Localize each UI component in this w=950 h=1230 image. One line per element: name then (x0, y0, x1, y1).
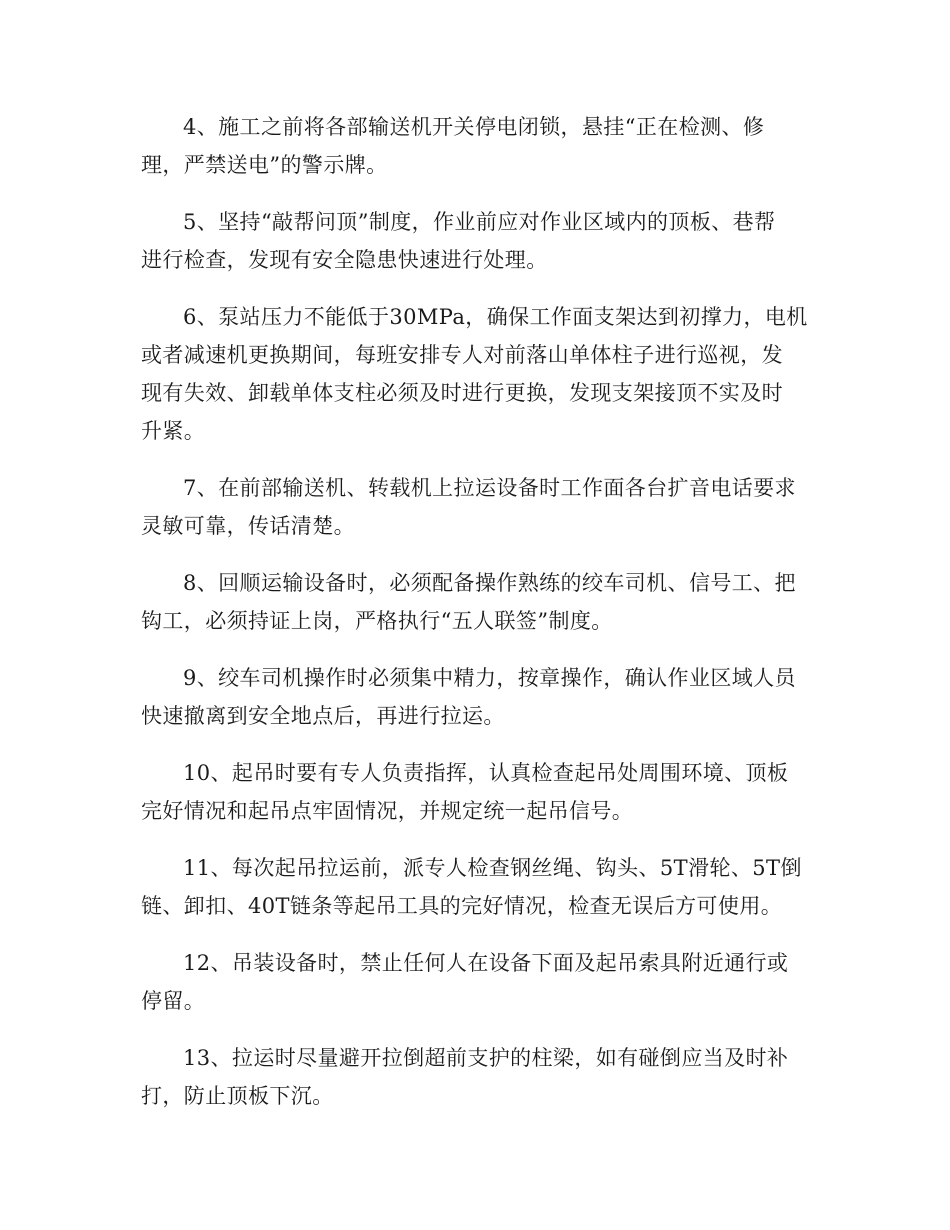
paragraph-item-4 (141, 108, 809, 184)
paragraph-line: 7、在前部输送机、转载机上拉运设备时工作面各台扩音电话要求 (183, 476, 796, 500)
paragraph-item-5 (141, 203, 809, 279)
paragraph-line: 完好情况和起吊点牢固情况，并规定统一起吊信号。 (141, 799, 634, 823)
paragraph-item-7 (141, 469, 809, 545)
paragraph-line: 11、每次起吊拉运前，派专人检查钢丝绳、钩头、5T滑轮、5T倒 (183, 856, 802, 880)
paragraph-line: 灵敏可靠，传话清楚。 (141, 514, 355, 538)
paragraph-line: 或者减速机更换期间，每班安排专人对前落山单体柱子进行巡视，发 (141, 343, 783, 367)
paragraph-line: 13、拉运时尽量避开拉倒超前支护的柱梁，如有碰倒应当及时补 (183, 1046, 789, 1070)
paragraph-line: 钩工，必须持证上岗，严格执行“五人联签”制度。 (141, 609, 613, 633)
paragraph-line: 12、吊装设备时，禁止任何人在设备下面及起吊索具附近通行或 (183, 951, 789, 975)
paragraph-line: 理，严禁送电”的警示牌。 (141, 153, 388, 177)
paragraph-line: 链、卸扣、40T链条等起吊工具的完好情况，检查无误后方可使用。 (141, 894, 783, 918)
paragraph-line: 4、施工之前将各部输送机开关停电闭锁，悬挂“正在检测、修 (183, 115, 765, 139)
paragraph-line: 打，防止顶板下沉。 (141, 1084, 334, 1108)
paragraph-line: 5、坚持“敲帮问顶”制度，作业前应对作业区域内的顶板、巷帮 (183, 210, 776, 234)
paragraph-line: 现有失效、卸载单体支柱必须及时进行更换，发现支架接顶不实及时 (141, 381, 783, 405)
paragraph-item-13 (141, 1039, 809, 1115)
document-body (141, 108, 809, 1134)
paragraph-line: 快速撤离到安全地点后，再进行拉运。 (141, 704, 505, 728)
paragraph-line: 升紧。 (141, 419, 206, 443)
paragraph-line: 进行检查，发现有安全隐患快速进行处理。 (141, 248, 548, 272)
paragraph-line: 10、起吊时要有专人负责指挥，认真检查起吊处周围环境、顶板 (183, 761, 789, 785)
paragraph-line: 停留。 (141, 989, 206, 1013)
paragraph-item-9 (141, 659, 809, 735)
paragraph-line: 9、绞车司机操作时必须集中精力，按章操作，确认作业区域人员 (183, 666, 796, 690)
paragraph-item-10 (141, 754, 809, 830)
paragraph-line: 8、回顺运输设备时，必须配备操作熟练的绞车司机、信号工、把 (183, 571, 796, 595)
paragraph-item-6 (141, 298, 809, 450)
paragraph-item-11 (141, 849, 809, 925)
paragraph-item-8 (141, 564, 809, 640)
paragraph-item-12 (141, 944, 809, 1020)
paragraph-line: 6、泵站压力不能低于30MPa，确保工作面支架达到初撑力，电机 (183, 305, 808, 329)
